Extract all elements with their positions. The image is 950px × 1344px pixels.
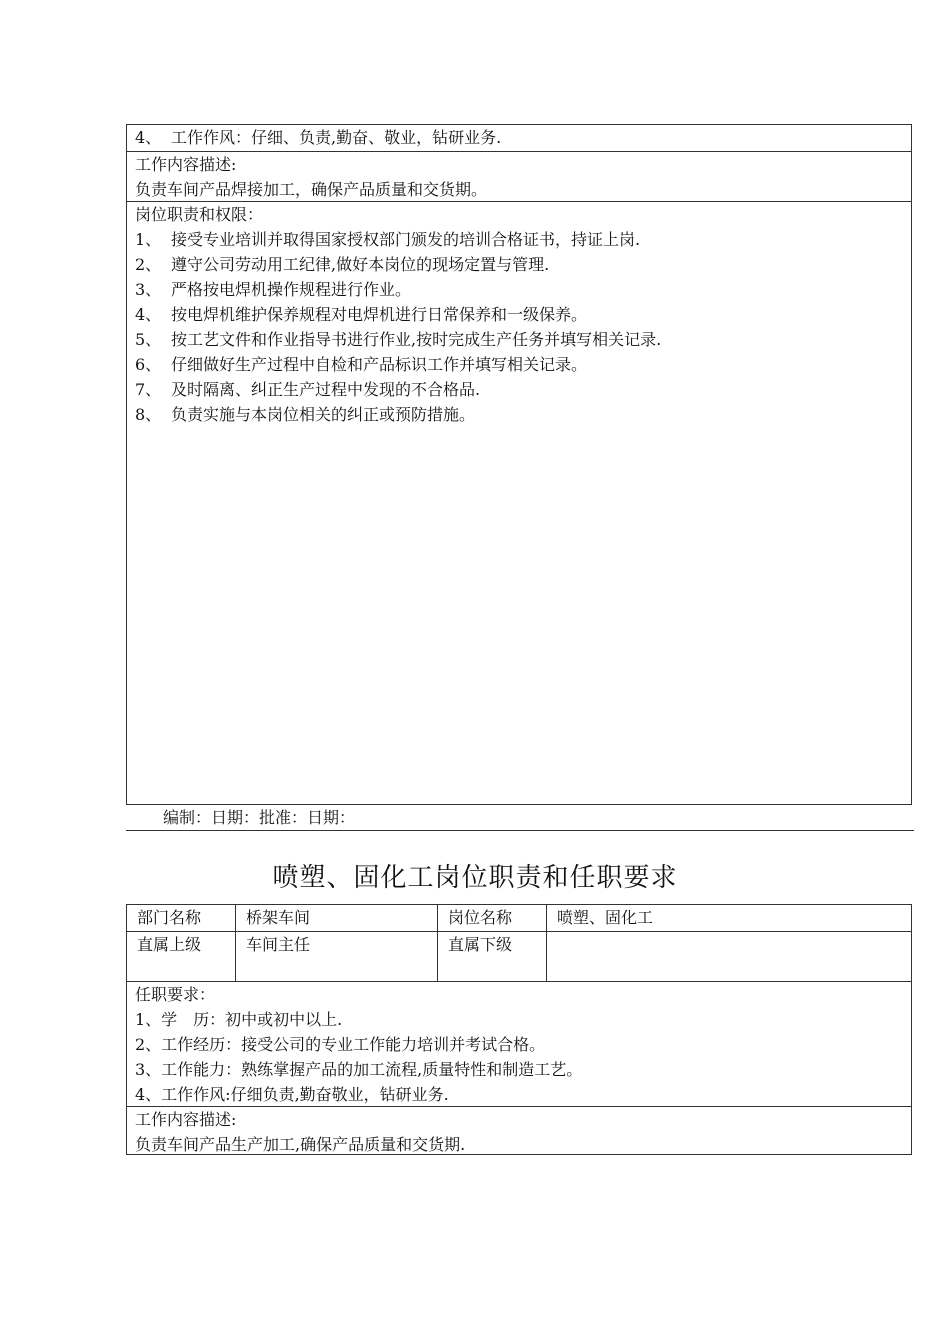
duties-heading: 岗位职责和权限： [135, 205, 264, 224]
duty-item [135, 227, 903, 252]
duty-text: 负责实施与本岗位相关的纠正或预防措施。 [171, 405, 476, 424]
item-number: 4、 [135, 305, 162, 324]
duty-text: 严格按电焊机操作规程进行作业。 [171, 280, 412, 299]
work-style-line [135, 125, 903, 150]
post-value: 喷塑、固化工 [546, 905, 911, 931]
subordinate-value [546, 932, 911, 981]
duty-item [135, 377, 903, 402]
work-content-text-2: 负责车间产品生产加工,确保产品质量和交货期. [135, 1135, 466, 1154]
work-style-text: 工作作风：仔细、负责,勤奋、敬业，钻研业务. [171, 128, 502, 147]
requirement-item: 3、工作能力：熟练掌握产品的加工流程,质量特性和制造工艺。 [135, 1060, 583, 1079]
welder-duties-table [126, 124, 912, 805]
superior-value: 车间主任 [235, 932, 437, 981]
duty-item [135, 277, 903, 302]
duty-item [135, 352, 903, 377]
sprayer-requirements-table [126, 904, 912, 1155]
signature-footer: 编制：日期：批准：日期： [163, 808, 356, 827]
duty-text: 及时隔离、纠正生产过程中发现的不合格品. [171, 380, 481, 399]
requirements-row [127, 981, 911, 1106]
work-style-row [127, 125, 911, 151]
requirement-item: 2、工作经历：接受公司的专业工作能力培训并考试合格。 [135, 1035, 546, 1054]
duty-item [135, 252, 903, 277]
requirement-item: 4、工作作风:仔细负责,勤奋敬业，钻研业务. [135, 1085, 449, 1104]
duty-text: 接受专业培训并取得国家授权部门颁发的培训合格证书，持证上岗. [171, 230, 641, 249]
duty-text: 遵守公司劳动用工纪律,做好本岗位的现场定置与管理. [171, 255, 550, 274]
work-content-row-2 [127, 1106, 911, 1155]
work-content-text: 负责车间产品焊接加工，确保产品质量和交货期。 [135, 180, 488, 199]
duty-item [135, 402, 903, 427]
post-label: 岗位名称 [437, 905, 546, 931]
duty-text: 按电焊机维护保养规程对电焊机进行日常保养和一级保养。 [171, 305, 588, 324]
section-divider [126, 830, 914, 831]
superior-label: 直属上级 [137, 935, 202, 954]
item-number: 7、 [135, 380, 162, 399]
duty-text: 按工艺文件和作业指导书进行作业,按时完成生产任务并填写相关记录. [171, 330, 662, 349]
item-number: 1、 [135, 230, 162, 249]
requirement-item: 1、学 历：初中或初中以上. [135, 1010, 343, 1029]
requirements-heading: 任职要求： [135, 985, 216, 1004]
dept-label: 部门名称 [137, 908, 202, 927]
item-number: 3、 [135, 280, 162, 299]
page-title: 喷塑、固化工岗位职责和任职要求 [272, 863, 678, 893]
duty-text: 仔细做好生产过程中自检和产品标识工作并填写相关记录。 [171, 355, 588, 374]
subordinate-label: 直属下级 [437, 932, 546, 981]
header-row-2 [127, 931, 911, 981]
duty-item [135, 302, 903, 327]
item-number: 8、 [135, 405, 162, 424]
dept-value: 桥架车间 [235, 905, 437, 931]
duties-row [127, 201, 911, 804]
work-content-heading: 工作内容描述: [135, 155, 237, 174]
work-content-row [127, 151, 911, 201]
header-row-1 [127, 905, 911, 931]
work-content-heading-2: 工作内容描述: [135, 1110, 237, 1129]
duty-item [135, 327, 903, 352]
item-number: 6、 [135, 355, 162, 374]
item-number: 5、 [135, 330, 162, 349]
item-number: 4、 [135, 128, 162, 147]
item-number: 2、 [135, 255, 162, 274]
